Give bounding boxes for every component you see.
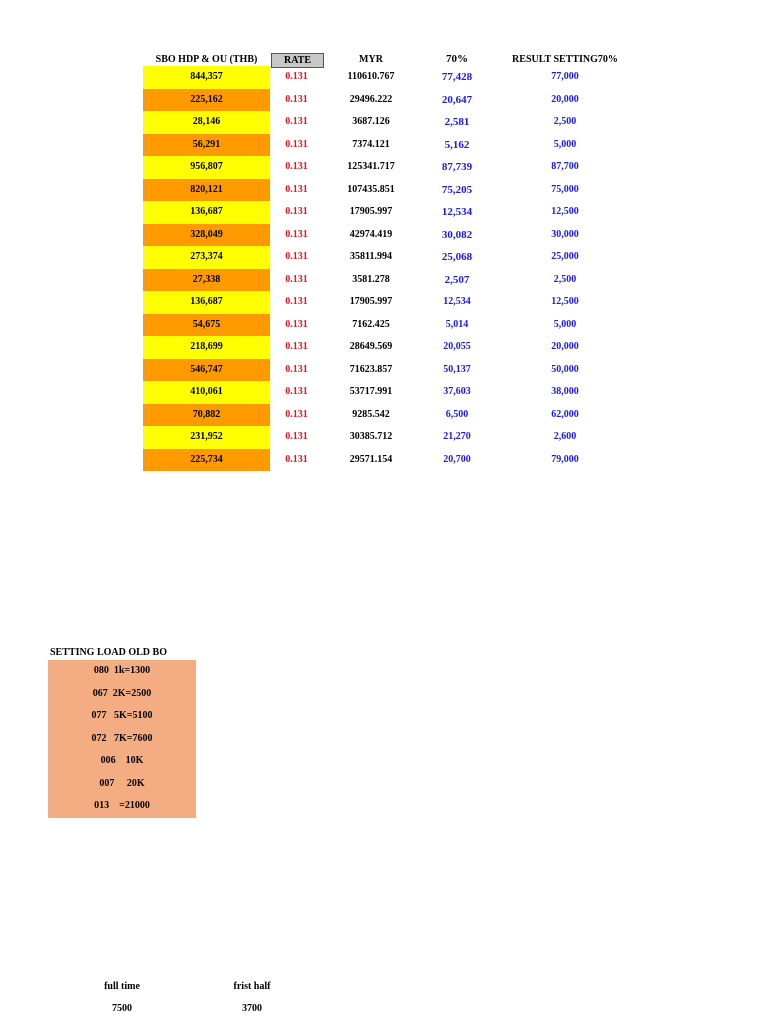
table-row [0, 134, 768, 157]
rate-cell: 0.131 [285, 453, 308, 465]
myr-cell: 17905.997 [349, 296, 393, 307]
table-row [0, 291, 768, 314]
table-row [0, 111, 768, 134]
setting-line: 077 5K=5100 [91, 710, 153, 721]
table-row [0, 381, 768, 404]
table-row [0, 89, 768, 112]
thb-cell: 231,952 [143, 426, 270, 449]
thb-cell: 218,699 [143, 336, 270, 359]
rate-cell: 0.131 [285, 431, 308, 442]
table-row [0, 314, 768, 337]
rate-cell: 0.131 [285, 251, 308, 262]
result-cell: 20,000 [551, 93, 579, 105]
thb-cell: 70,882 [143, 404, 270, 427]
setting-line: 013 =21000 [94, 800, 150, 811]
header-sbo-thb: SBO HDP & OU (THB) [155, 54, 258, 65]
pct70-cell: 77,428 [441, 71, 473, 83]
thb-cell: 820,121 [143, 179, 270, 202]
myr-cell: 3581.278 [352, 273, 390, 285]
pct70-cell: 20,700 [443, 453, 471, 465]
setting-line: 006 10K [100, 755, 144, 766]
pct70-cell: 12,534 [441, 206, 473, 218]
rate-cell: 0.131 [285, 363, 308, 375]
myr-cell: 35811.994 [350, 251, 392, 262]
rate-cell: 0.131 [285, 138, 308, 150]
myr-cell: 3687.126 [352, 116, 390, 127]
table-row [0, 269, 768, 292]
setting-line: 007 20K [99, 777, 145, 789]
rate-cell: 0.131 [285, 161, 308, 172]
pct70-cell: 25,068 [441, 251, 473, 263]
thb-cell: 54,675 [143, 314, 270, 337]
pct70-cell: 12,534 [443, 296, 471, 307]
result-cell: 79,000 [551, 453, 579, 465]
rate-cell: 0.131 [285, 183, 308, 195]
myr-cell: 7374.121 [352, 138, 390, 150]
thb-cell: 27,338 [143, 269, 270, 292]
result-cell: 62,000 [551, 408, 579, 420]
setting-line: 067 2K=2500 [92, 687, 152, 699]
first-half-value: 3700 [242, 1003, 262, 1014]
full-time-value: 7500 [112, 1003, 132, 1014]
myr-cell: 17905.997 [349, 206, 393, 217]
setting-line: 080 1k=1300 [93, 665, 151, 676]
rate-cell: 0.131 [285, 93, 308, 105]
result-cell: 12,500 [551, 296, 579, 307]
rate-cell: 0.131 [285, 408, 308, 420]
table-row [0, 449, 768, 472]
thb-cell: 28,146 [143, 111, 270, 134]
pct70-cell: 50,137 [443, 363, 471, 375]
result-cell: 5,000 [553, 138, 577, 150]
table-row [0, 246, 768, 269]
myr-cell: 42974.419 [349, 228, 393, 240]
result-cell: 75,000 [551, 183, 579, 195]
rate-cell: 0.131 [285, 71, 308, 82]
result-cell: 77,000 [551, 71, 579, 82]
rate-cell: 0.131 [285, 296, 308, 307]
result-cell: 25,000 [551, 251, 579, 262]
table-row [0, 201, 768, 224]
table-row [0, 66, 768, 89]
table-row [0, 336, 768, 359]
rate-cell: 0.131 [285, 341, 308, 352]
myr-cell: 71623.857 [349, 363, 393, 375]
table-row [0, 404, 768, 427]
first-half-label: frist half [233, 981, 271, 992]
rate-cell: 0.131 [285, 386, 308, 397]
thb-cell: 273,374 [143, 246, 270, 269]
table-row [0, 156, 768, 179]
thb-cell: 546,747 [143, 359, 270, 382]
header-70-percent: 70% [446, 53, 468, 65]
header-result-setting: RESULT SETTING70% [512, 54, 618, 65]
thb-cell: 225,734 [143, 449, 270, 472]
myr-cell: 30385.712 [349, 431, 393, 442]
pct70-cell: 75,205 [441, 183, 473, 196]
myr-cell: 28649.569 [349, 341, 393, 352]
pct70-cell: 87,739 [441, 161, 473, 173]
result-cell: 87,700 [551, 161, 579, 172]
table-row [0, 224, 768, 247]
result-cell: 20,000 [551, 341, 579, 352]
myr-cell: 7162.425 [352, 318, 390, 330]
myr-cell: 125341.717 [347, 161, 395, 172]
pct70-cell: 5,162 [444, 138, 470, 151]
full-time-label: full time [104, 981, 140, 992]
result-cell: 2,600 [553, 431, 577, 442]
thb-cell: 56,291 [143, 134, 270, 157]
rate-cell: 0.131 [285, 116, 308, 127]
rate-cell: 0.131 [285, 206, 308, 217]
thb-cell: 136,687 [143, 291, 270, 314]
pct70-cell: 30,082 [441, 228, 473, 241]
table-row [0, 426, 768, 449]
table-row [0, 359, 768, 382]
pct70-cell: 6,500 [445, 408, 469, 420]
pct70-cell: 5,014 [445, 318, 469, 330]
thb-cell: 410,061 [143, 381, 270, 404]
setting-box [48, 660, 196, 818]
result-cell: 50,000 [551, 363, 579, 375]
thb-cell: 844,357 [143, 66, 270, 89]
myr-cell: 110610.767 [347, 71, 395, 82]
result-cell: 2,500 [553, 273, 577, 285]
result-cell: 2,500 [553, 116, 577, 127]
header-rate: RATE [271, 53, 324, 68]
thb-cell: 328,049 [143, 224, 270, 247]
thb-cell: 225,162 [143, 89, 270, 112]
myr-cell: 9285.542 [352, 408, 390, 420]
myr-cell: 29496.222 [349, 93, 393, 105]
pct70-cell: 2,507 [444, 273, 470, 286]
rate-cell: 0.131 [285, 273, 308, 285]
result-cell: 38,000 [551, 386, 579, 397]
thb-cell: 956,807 [143, 156, 270, 179]
setting-line: 072 7K=7600 [91, 732, 153, 744]
pct70-cell: 2,581 [444, 116, 470, 128]
setting-title: SETTING LOAD OLD BO [50, 647, 167, 658]
result-cell: 5,000 [553, 318, 577, 330]
header-myr: MYR [359, 54, 383, 65]
myr-cell: 29571.154 [349, 453, 393, 465]
pct70-cell: 21,270 [443, 431, 471, 442]
result-cell: 30,000 [551, 228, 579, 240]
pct70-cell: 20,055 [443, 341, 471, 352]
pct70-cell: 37,603 [443, 386, 471, 397]
table-row [0, 179, 768, 202]
myr-cell: 53717.991 [349, 386, 393, 397]
myr-cell: 107435.851 [347, 183, 395, 195]
rate-cell: 0.131 [285, 228, 308, 240]
pct70-cell: 20,647 [441, 93, 473, 106]
thb-cell: 136,687 [143, 201, 270, 224]
result-cell: 12,500 [551, 206, 579, 217]
rate-cell: 0.131 [285, 318, 308, 330]
